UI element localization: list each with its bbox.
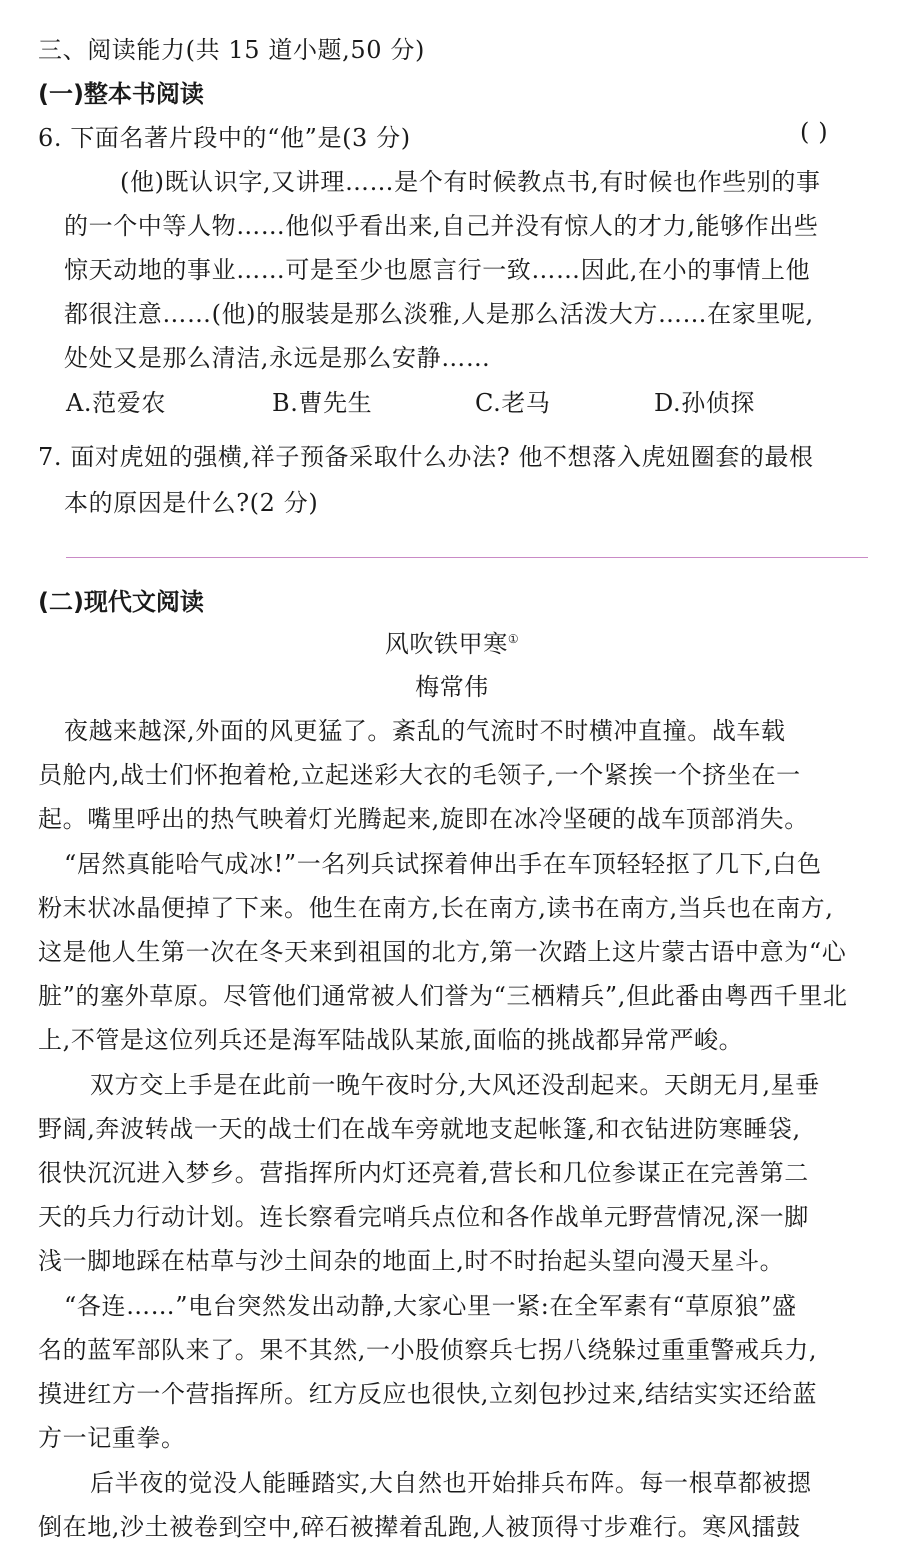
article-author: 梅常伟 [415, 673, 489, 701]
body-line: 后半夜的觉没人能睡踏实,大自然也开始排兵布阵。每一根草都被摁 [90, 1469, 812, 1497]
q6-option-d[interactable]: D.孙侦探 [654, 389, 756, 417]
article-title [0, 624, 904, 659]
q6-passage-line: (他)既认识字,又讲理……是个有时候教点书,有时候也作些别的事 [120, 168, 821, 196]
body-line: 很快沉沉进入梦乡。营指挥所内灯还亮着,营长和几位参谋正在完善第二 [38, 1159, 809, 1187]
body-line: 脏”的塞外草原。尽管他们通常被人们誉为“三栖精兵”,但此番由粤西千里北 [38, 982, 848, 1010]
body-line: “居然真能哈气成冰!”一名列兵试探着伸出手在车顶轻轻抠了几下,白色 [64, 850, 822, 878]
body-line: 浅一脚地踩在枯草与沙土间杂的地面上,时不时抬起头望向漫天星斗。 [38, 1247, 785, 1275]
body-line: 野阔,奔波转战一天的战士们在战车旁就地支起帐篷,和衣钻进防寒睡袋, [38, 1115, 801, 1143]
body-line: 倒在地,沙土被卷到空中,碎石被撵着乱跑,人被顶得寸步难行。寒风擂鼓 [38, 1513, 801, 1541]
body-line: 粉末状冰晶便掉了下来。他生在南方,长在南方,读书在南方,当兵也在南方, [38, 894, 834, 922]
body-line: 名的蓝军部队来了。果不其然,一小股侦察兵七拐八绕躲过重重警戒兵力, [38, 1336, 818, 1364]
q6-passage-line: 惊天动地的事业……可是至少也愿言行一致……因此,在小的事情上他 [64, 256, 811, 284]
body-line: 上,不管是这位列兵还是海军陆战队某旅,面临的挑战都异常严峻。 [38, 1026, 744, 1054]
body-line: 员舱内,战士们怀抱着枪,立起迷彩大衣的毛领子,一个紧挨一个挤坐在一 [38, 761, 801, 789]
part1-heading: (一)整本书阅读 [38, 80, 204, 108]
body-line: 夜越来越深,外面的风更猛了。紊乱的气流时不时横冲直撞。战车载 [64, 717, 786, 745]
q6-option-c[interactable]: C.老马 [475, 389, 551, 417]
q6-option-b[interactable]: B.曹先生 [272, 389, 373, 417]
q6-passage-line: 的一个中等人物……他似乎看出来,自己并没有惊人的才力,能够作出些 [64, 212, 819, 240]
section-divider [66, 557, 868, 558]
section-heading: 三、阅读能力(共 15 道小题,50 分) [38, 36, 425, 64]
body-line: 双方交上手是在此前一晚午夜时分,大风还没刮起来。天朗无月,星垂 [90, 1071, 820, 1099]
q6-passage-line: 处处又是那么清洁,永远是那么安静…… [64, 344, 491, 372]
body-line: 天的兵力行动计划。连长察看完哨兵点位和各作战单元野营情况,深一脚 [38, 1203, 809, 1231]
q6-answer-box[interactable]: ( ) [800, 118, 829, 146]
q7-line: 本的原因是什么?(2 分) [64, 489, 319, 517]
body-line: 方一记重拳。 [38, 1424, 186, 1452]
footnote-mark: ① [507, 632, 520, 646]
body-line: “各连……”电台突然发出动静,大家心里一紧:在全军素有“草原狼”盛 [64, 1292, 797, 1320]
body-line: 起。嘴里呼出的热气映着灯光腾起来,旋即在冰冷坚硬的战车顶部消失。 [38, 805, 809, 833]
article-title-text: 风吹铁甲寒 [384, 630, 508, 658]
body-line: 摸进红方一个营指挥所。红方反应也很快,立刻包抄过来,结结实实还给蓝 [38, 1380, 818, 1408]
q7-line: 7. 面对虎妞的强横,祥子预备采取什么办法? 他不想落入虎妞圈套的最根 [38, 443, 814, 471]
body-line: 这是他人生第一次在冬天来到祖国的北方,第一次踏上这片蒙古语中意为“心 [38, 938, 847, 966]
q6-stem: 6. 下面名著片段中的“他”是(3 分) [38, 124, 411, 152]
q6-option-a[interactable]: A.范爱农 [66, 389, 166, 417]
part2-heading: (二)现代文阅读 [38, 588, 204, 616]
q6-passage-line: 都很注意……(他)的服装是那么淡雅,人是那么活泼大方……在家里呢, [64, 300, 814, 328]
